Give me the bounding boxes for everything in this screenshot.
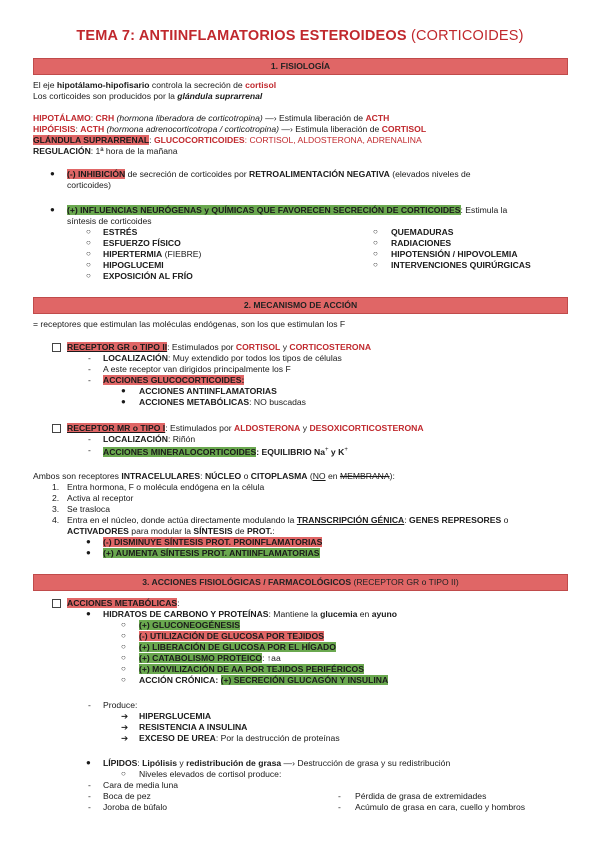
bullet-dot: ● [86,609,91,618]
bullet-circle: ○ [121,620,126,629]
checkbox[interactable] [52,424,61,433]
list-item: HIPERTERMIA (FIEBRE) [103,249,202,259]
dash: - [88,434,91,444]
list-item: (-) DISMINUYE SÍNTESIS PROT. PROINFLAMATORIAS [103,537,323,547]
list-item: ESFUERZO FÍSICO [103,238,181,248]
bullet-circle: ○ [86,260,91,269]
bullet-dot: ● [50,205,55,214]
dash: - [338,802,341,812]
bullet-dot: ● [86,548,91,557]
list-item: Cara de media luna [103,780,179,790]
step-text: Activa al receptor [67,493,134,503]
page-title: TEMA 7: ANTIINFLAMATORIOS ESTEROIDEOS (CORTICOIDES) [76,28,524,44]
inhibicion-line: (-) INHIBICIÓN de secreción de corticoides por RETROALIMENTACIÓN NEGATIVA (elevados niveles de [67,169,471,179]
receptor-gr-line: RECEPTOR GR o TIPO II: Estimulados por CORTISOL y CORTICOSTERONA [67,342,372,352]
section-header-fisiologia: 1. FISIOLOGÍA [33,58,568,75]
dash: - [88,364,91,374]
list-item: EXCESO DE UREA: Por la destrucción de proteínas [139,733,340,743]
list-item: Joroba de búfalo [103,802,168,812]
section-header-mecanismo: 2. MECANISMO DE ACCIÓN [33,297,568,314]
dash: - [88,445,91,455]
influencias-line-2: síntesis de corticoides [67,216,152,226]
bullet-circle: ○ [373,249,378,258]
step-number: 1. [52,482,60,492]
text-line: LOCALIZACIÓN: Muy extendido por todos los tipos de células [103,353,342,363]
inhibicion-line-2: corticoides) [67,180,111,190]
list-item: RESISTENCIA A INSULINA [139,722,248,732]
list-item: HIPOGLUCEMI [103,260,164,270]
bullet-circle: ○ [121,675,126,684]
list-item: ACCIONES ANTIINFLAMATORIAS [139,386,277,396]
list-item: ACCIÓN CRÓNICA: (+) SECRECIÓN GLUCAGÓN Y INSULINA [139,675,389,685]
list-item: ACCIONES METABÓLICAS: NO buscadas [139,397,306,407]
text-line: Los corticoides son producidos por la glándula suprarrenal [33,91,263,101]
list-item: INTERVENCIONES QUIRÚRGICAS [391,260,531,270]
list-item: HIPERGLUCEMIA [139,711,212,721]
list-item: (+) GLUCONEOGÉNESIS [139,620,240,630]
influencias-line: (+) INFLUENCIAS NEURÓGENAS y QUÍMICAS QUE FAVORECEN SECRECIÓN DE CORTICOIDES: Estimula la [67,205,508,215]
arrow-icon: ➔ [121,722,129,732]
bullet-circle: ○ [86,271,91,280]
list-item: (+) AUMENTA SÍNTESIS PROT. ANTIINFLAMATORIAS [103,548,320,558]
text-line-glandula: GLÁNDULA SUPRARRENAL: GLUCOCORTICOIDES: CORTISOL, ALDOSTERONA, ADRENALINA [33,135,422,145]
text-line: A este receptor van dirigidos principalmente los F [103,364,291,374]
step-text: Entra hormona, F o molécula endógena en la célula [67,482,265,492]
bullet-circle: ○ [86,238,91,247]
step-number: 4. [52,515,60,525]
dash: - [88,353,91,363]
dash: - [88,780,91,790]
text-line: = receptores que estimulan las moléculas endógenas, son los que estimulan los F [33,319,346,329]
list-item: (-) UTILIZACIÓN DE GLUCOSA POR TEJIDOS [139,631,324,641]
bullet-dot: ● [121,386,126,395]
list-item: ESTRÉS [103,227,138,237]
step-number: 3. [52,504,60,514]
text-line-regulacion: REGULACIÓN: 1ª hora de la mañana [33,146,178,156]
bullet-circle: ○ [121,653,126,662]
text-line: Produce: [103,700,138,710]
dash: - [88,375,91,385]
text-line-ambos: Ambos son receptores INTRACELULARES: NÚCLEO o CITOPLASMA (NO en MEMBRANA): [33,471,395,481]
list-item: (+) CATABOLISMO PROTEICO: ↑aa [139,653,281,663]
dash: - [88,802,91,812]
bullet-circle: ○ [121,769,126,778]
text-line-lipidos: LÍPIDOS: Lipólisis y redistribución de grasa —› Destrucción de grasa y su redistribución [103,758,451,768]
bullet-circle: ○ [373,238,378,247]
list-item: RADIACIONES [391,238,452,248]
step-number: 2. [52,493,60,503]
text-line: HIDRATOS DE CARBONO Y PROTEÍNAS: Mantiene la glucemia en ayuno [103,609,398,619]
checkbox[interactable] [52,343,61,352]
bullet-dot: ● [50,169,55,178]
bullet-dot: ● [121,397,126,406]
bullet-circle: ○ [86,227,91,236]
list-item: (+) LIBERACIÓN DE GLUCOSA POR EL HÍGADO [139,642,336,652]
step-text-2: ACTIVADORES para modular la SÍNTESIS de PROT.: [67,526,275,536]
list-item: QUEMADURAS [391,227,454,237]
bullet-circle: ○ [121,631,126,640]
dash: - [88,700,91,710]
text-line: LOCALIZACIÓN: Riñón [103,434,196,444]
bullet-circle: ○ [86,249,91,258]
list-item: (+) MOVILIZACIÓN DE AA POR TEJIDOS PERIFÉRICOS [139,664,364,674]
text-line: ACCIONES MINERALOCORTICOIDES: EQUILIBRIO Na+ y K+ [103,446,348,457]
text-line: El eje hipotálamo-hipofisario controla la secreción de cortisol [33,80,277,90]
text-line: ACCIONES GLUCOCORTICOIDES: [103,375,245,385]
bullet-circle: ○ [373,260,378,269]
list-item: HIPOTENSIÓN / HIPOVOLEMIA [391,249,518,259]
list-item: Pérdida de grasa de extremidades [355,791,487,801]
step-text: Se trasloca [67,504,110,514]
list-item: EXPOSICIÓN AL FRÍO [103,271,193,281]
section-header-acciones: 3. ACCIONES FISIOLÓGICAS / FARMACOLÓGICOS (RECEPTOR GR o TIPO II) [33,574,568,591]
dash: - [338,791,341,801]
acciones-metabolicas: ACCIONES METABÓLICAS: [67,598,180,608]
arrow-icon: ➔ [121,733,129,743]
list-item: Acúmulo de grasa en cara, cuello y hombros [355,802,526,812]
bullet-circle: ○ [373,227,378,236]
dash: - [88,791,91,801]
bullet-circle: ○ [121,642,126,651]
list-item: Boca de pez [103,791,151,801]
step-text: Entra en el núcleo, donde actúa directamente modulando la TRANSCRIPCIÓN GÉNICA: GENES REPRESORES o [67,515,509,525]
text-line-hipofisis: HIPÓFISIS: ACTH (hormona adrenocorticotropa / corticotropina) —› Estimula liberación de CORTISOL [33,124,427,134]
checkbox[interactable] [52,599,61,608]
text-line-hipotalamo: HIPOTÁLAMO: CRH (hormona liberadora de corticotropina) —› Estimula liberación de ACTH [33,113,390,123]
bullet-dot: ● [86,758,91,767]
bullet-circle: ○ [121,664,126,673]
text-line: Niveles elevados de cortisol produce: [139,769,282,779]
bullet-dot: ● [86,537,91,546]
receptor-mr-line: RECEPTOR MR o TIPO I: Estimulados por ALDOSTERONA y DESOXICORTICOSTERONA [67,423,424,433]
arrow-icon: ➔ [121,711,129,721]
